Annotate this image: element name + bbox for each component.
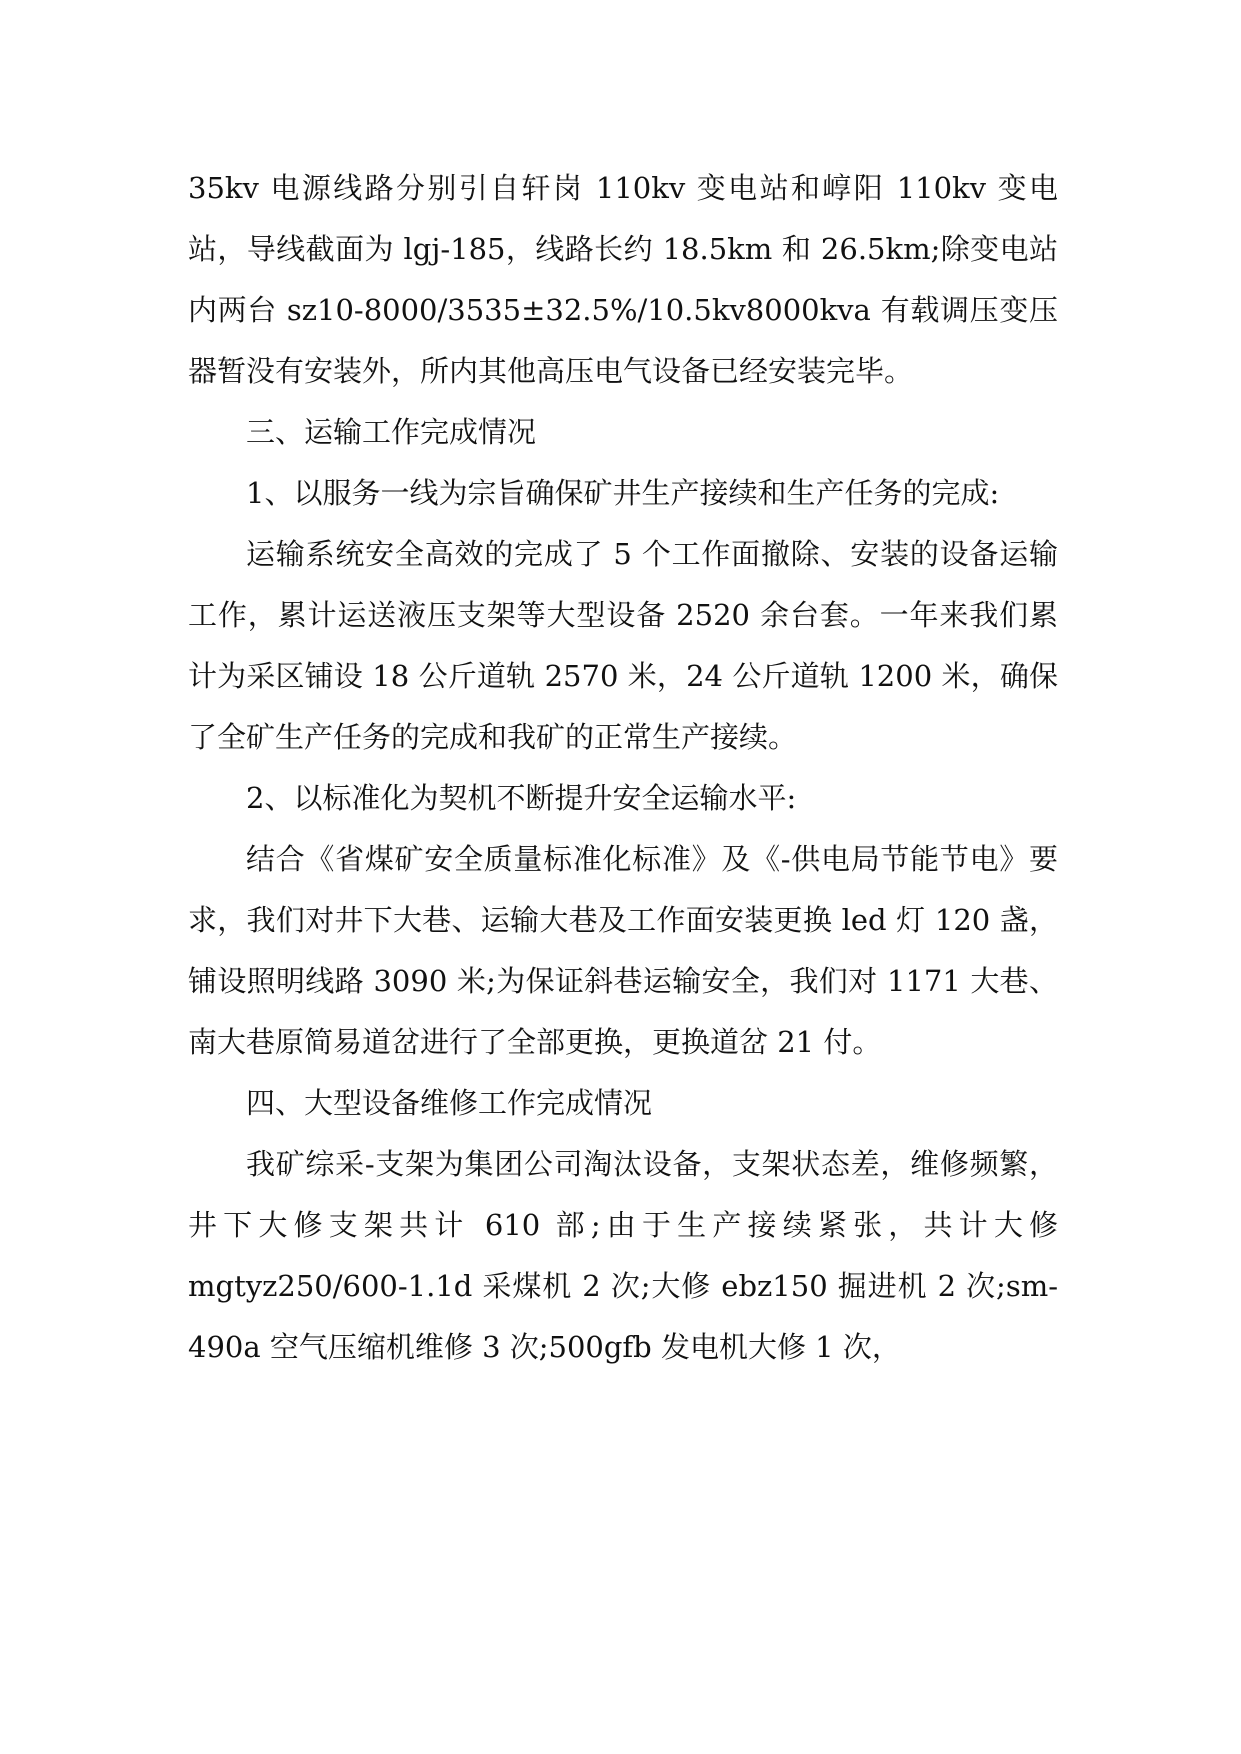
heading-transport-work: 三、运输工作完成情况 (246, 415, 537, 449)
paragraph-power-lines: 35kv 电源线路分别引自轩岗 110kv 变电站和崞阳 110kv 变电站，导线截面为 lgj-185，线路长约 18.5km 和 26.5km;除变电站内两台 sz10-8000/3535±32.5%/10.5kv8000kva 有载调压变压器暂没有安装外，所内其他高压电气设备已经安装完毕。 (188, 171, 1058, 388)
subheading-standardization: 2、以标准化为契机不断提升安全运输水平: (246, 781, 797, 815)
subheading-serve-frontline: 1、以服务一线为宗旨确保矿井生产接续和生产任务的完成: (246, 476, 1000, 510)
paragraph-maintenance-results: 我矿综采-支架为集团公司淘汰设备，支架状态差，维修频繁，井下大修支架共计 610 部;由于生产接续紧张，共计大修 mgtyz250/600-1.1d 采煤机 2 次;大修 ebz150 掘进机 2 次;sm-490a 空气压缩机维修 3 次;500gfb 发电机大修 1 次， (188, 1147, 1059, 1364)
heading-equipment-maintenance: 四、大型设备维修工作完成情况 (246, 1086, 653, 1120)
paragraph-transport-results: 运输系统安全高效的完成了 5 个工作面撤除、安装的设备运输工作，累计运送液压支架等大型设备 2520 余台套。一年来我们累计为采区铺设 18 公斤道轨 2570 米，24 公斤道轨 1200 米，确保了全矿生产任务的完成和我矿的正常生产接续。 (188, 537, 1058, 754)
document-body (188, 158, 1058, 1378)
paragraph-standardization-results: 结合《省煤矿安全质量标准化标准》及《-供电局节能节电》要求，我们对井下大巷、运输大巷及工作面安装更换 led 灯 120 盏，铺设照明线路 3090 米;为保证斜巷运输安全，我们对 1171 大巷、南大巷原简易道岔进行了全部更换，更换道岔 21 付。 (188, 842, 1058, 1059)
